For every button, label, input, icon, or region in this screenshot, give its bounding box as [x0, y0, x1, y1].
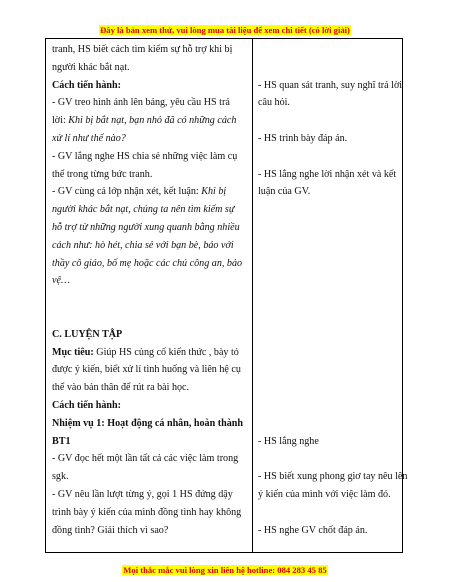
student-text-line: - HS lắng nghe — [258, 435, 319, 447]
teacher-text-line — [52, 62, 248, 74]
teacher-text-line — [52, 471, 248, 483]
line-text: Cách tiến hành: — [52, 79, 121, 91]
preview-banner — [0, 25, 450, 36]
line-text-italic: vệ… — [52, 275, 70, 287]
line-text: Cách tiến hành: — [52, 400, 121, 411]
teacher-text-line — [52, 169, 248, 181]
teacher-text-line — [52, 222, 248, 234]
line-text-italic: cách như: hò hét, chia sẻ với bạn bè, báo với — [52, 239, 234, 251]
teacher-text-line — [52, 507, 248, 519]
line-text: đồng tình? Giải thích vì sao? — [52, 524, 169, 536]
line-text: - GV đọc hết một lần tất cả các việc làm trong — [52, 453, 239, 465]
line-text: thể trong từng bức tranh. — [52, 168, 153, 180]
line-text-italic: thầy cô giáo, bố mẹ hoặc các chú công an, bảo — [52, 257, 243, 269]
teacher-text-line — [52, 204, 248, 216]
student-text-line: - HS quan sát tranh, suy nghĩ trả lời — [258, 79, 403, 91]
line-text: - GV cùng cả lớp nhận xét, kết luận: — [52, 186, 202, 198]
teacher-text-line — [52, 436, 248, 448]
student-text-line: - HS nghe GV chốt đáp án. — [258, 524, 368, 536]
teacher-text-line — [52, 525, 248, 537]
line-text: BT1 — [52, 435, 71, 447]
line-text: - GV lắng nghe HS chia sẻ những việc làm cụ — [52, 150, 238, 162]
line-text: lời: — [52, 115, 69, 127]
teacher-text-line — [52, 400, 248, 412]
line-text: Mục tiêu: — [52, 346, 94, 358]
teacher-text-line — [52, 418, 248, 430]
teacher-text-line — [52, 44, 248, 56]
teacher-text-line — [52, 240, 248, 252]
teacher-text-line — [52, 382, 248, 394]
column-divider — [252, 39, 253, 552]
teacher-text-line — [52, 186, 248, 198]
line-text-italic: Khi bị — [201, 186, 227, 198]
hotline-banner — [0, 565, 450, 576]
student-text-line: - HS trình bày đáp án. — [258, 133, 348, 144]
line-text: C. LUYỆN TẬP — [52, 328, 123, 340]
student-text-line: luận của GV. — [258, 186, 311, 198]
teacher-text-line — [52, 97, 248, 109]
line-text: được ý kiến, biết xử lí tình huống và liên hệ cụ — [52, 364, 241, 376]
lesson-table — [45, 38, 408, 553]
line-text-italic: xử lí như thế nào? — [52, 133, 126, 144]
line-text: sgk. — [52, 471, 69, 483]
teacher-text-line — [52, 115, 248, 127]
teacher-text-line — [52, 151, 248, 163]
line-text: - GV treo hình ảnh lên bảng, yêu cầu HS trả — [52, 97, 230, 109]
line-text: - GV nêu lần lượt từng ý, gọi 1 HS đứng dậy — [52, 489, 233, 500]
line-text: Nhiệm vụ 1: Hoạt động cá nhân, hoàn thành — [52, 417, 243, 429]
teacher-text-line — [52, 258, 248, 270]
hotline-banner-text: Mọi thắc mắc vui lòng xin liên hệ hotline: 084 283 45 85 — [123, 565, 327, 575]
line-text: thể vào bản thân để rút ra bài học. — [52, 382, 190, 394]
teacher-text-line — [52, 347, 248, 359]
preview-banner-text: Đây là bản xem thử, vui lòng mua tài liệu để xem chi tiết (có lời giải) — [100, 25, 350, 35]
line-text: tranh, HS biết cách tìm kiếm sự hỗ trợ khi bị — [52, 44, 233, 55]
student-text-line: - HS biết xung phong giơ tay nêu lên — [258, 471, 408, 483]
student-text-line: - HS lắng nghe lời nhận xét và kết — [258, 168, 397, 180]
teacher-text-line — [52, 453, 248, 465]
student-text-line: ý kiến của mình với việc làm đó. — [258, 489, 391, 500]
line-text-italic: Khi bị bắt nạt, bạn nhỏ đã có những cách — [68, 115, 237, 127]
line-text-italic: hỗ trợ từ những người xung quanh bằng nhiều — [52, 222, 240, 233]
teacher-text-line — [52, 133, 248, 145]
student-text-line: câu hỏi. — [258, 97, 290, 109]
line-text: người khác bắt nạt. — [52, 61, 130, 73]
teacher-text-line — [52, 329, 248, 341]
line-text: trình bày ý kiến của mình đồng tình hay không — [52, 506, 242, 518]
teacher-text-line — [52, 80, 248, 92]
line-text-regular: Giúp HS củng cố kiến thức , bày tỏ — [93, 346, 239, 358]
teacher-text-line — [52, 364, 248, 376]
teacher-text-line — [52, 275, 248, 287]
teacher-text-line — [52, 489, 248, 501]
line-text-italic: người khác bắt nạt, chúng ta nên tìm kiếm sự — [52, 204, 235, 216]
